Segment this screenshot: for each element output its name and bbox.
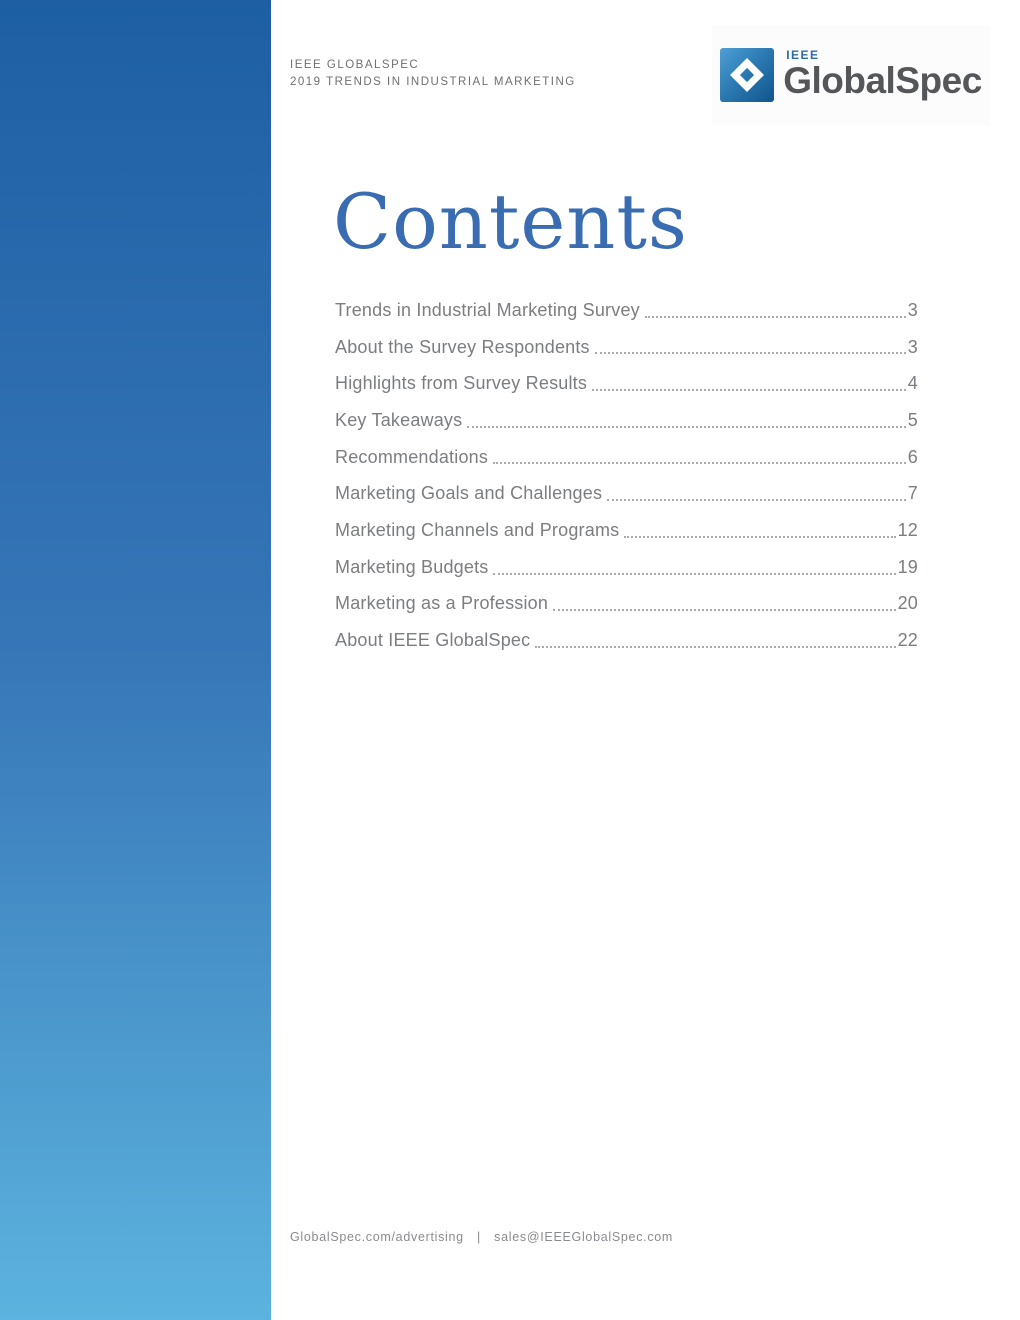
toc-entry[interactable] [335, 402, 918, 439]
toc-dot-leader [595, 352, 906, 354]
footer-advertising-url[interactable]: GlobalSpec.com/advertising [290, 1230, 464, 1244]
toc-entry-label: Key Takeaways [335, 409, 463, 430]
footer-separator: | [477, 1230, 481, 1244]
toc-entry[interactable] [335, 622, 918, 659]
toc-entry-page: 7 [907, 483, 918, 504]
footer-sales-email[interactable]: sales@IEEEGlobalSpec.com [494, 1230, 674, 1244]
toc-entry-label: Trends in Industrial Marketing Survey [335, 299, 640, 320]
toc-entry[interactable] [335, 292, 918, 329]
toc-dot-leader [493, 462, 906, 464]
toc-entry-label: Marketing as a Profession [335, 593, 549, 614]
report-title-line: 2019 TRENDS IN INDUSTRIAL MARKETING [290, 75, 576, 88]
report-header [290, 57, 576, 90]
table-of-contents [335, 292, 918, 659]
logo-ieee-label: IEEE [786, 48, 820, 63]
toc-dot-leader [467, 426, 905, 428]
toc-entry[interactable] [335, 586, 918, 623]
toc-entry[interactable] [335, 549, 918, 586]
logo-globalspec-label: GlobalSpec [783, 60, 982, 102]
logo-wordmark [783, 49, 982, 101]
toc-dot-leader [535, 646, 895, 648]
toc-entry-page: 5 [907, 409, 918, 430]
toc-entry[interactable] [335, 439, 918, 476]
page-footer [290, 1230, 673, 1244]
toc-dot-leader [493, 573, 895, 575]
toc-entry-label: Highlights from Survey Results [335, 373, 588, 394]
toc-entry-label: Marketing Channels and Programs [335, 519, 620, 540]
toc-dot-leader [645, 316, 906, 318]
toc-entry-page: 22 [897, 630, 918, 651]
toc-entry-page: 6 [907, 446, 918, 467]
toc-entry[interactable] [335, 512, 918, 549]
toc-entry-label: Marketing Goals and Challenges [335, 483, 603, 504]
toc-entry-page: 3 [907, 299, 918, 320]
toc-entry[interactable] [335, 329, 918, 366]
toc-entry-page: 19 [897, 556, 918, 577]
toc-entry-label: About IEEE GlobalSpec [335, 630, 531, 651]
toc-dot-leader [553, 609, 895, 611]
toc-entry-label: About the Survey Respondents [335, 336, 590, 357]
page-title: Contents [333, 177, 688, 266]
report-brand-line: IEEE GLOBALSPEC [290, 59, 420, 71]
toc-entry[interactable] [335, 365, 918, 402]
toc-entry-page: 3 [907, 336, 918, 357]
globalspec-diamond-icon [720, 48, 774, 102]
toc-entry-page: 12 [897, 519, 918, 540]
toc-dot-leader [592, 389, 906, 391]
toc-entry[interactable] [335, 475, 918, 512]
globalspec-logo [712, 25, 990, 125]
left-gradient-bar [0, 0, 271, 1320]
toc-entry-page: 20 [897, 593, 918, 614]
toc-dot-leader [607, 499, 906, 501]
toc-dot-leader [624, 536, 895, 538]
toc-entry-label: Recommendations [335, 446, 489, 467]
toc-entry-page: 4 [907, 373, 918, 394]
toc-entry-label: Marketing Budgets [335, 556, 489, 577]
diamond-ring-shape [730, 58, 764, 92]
